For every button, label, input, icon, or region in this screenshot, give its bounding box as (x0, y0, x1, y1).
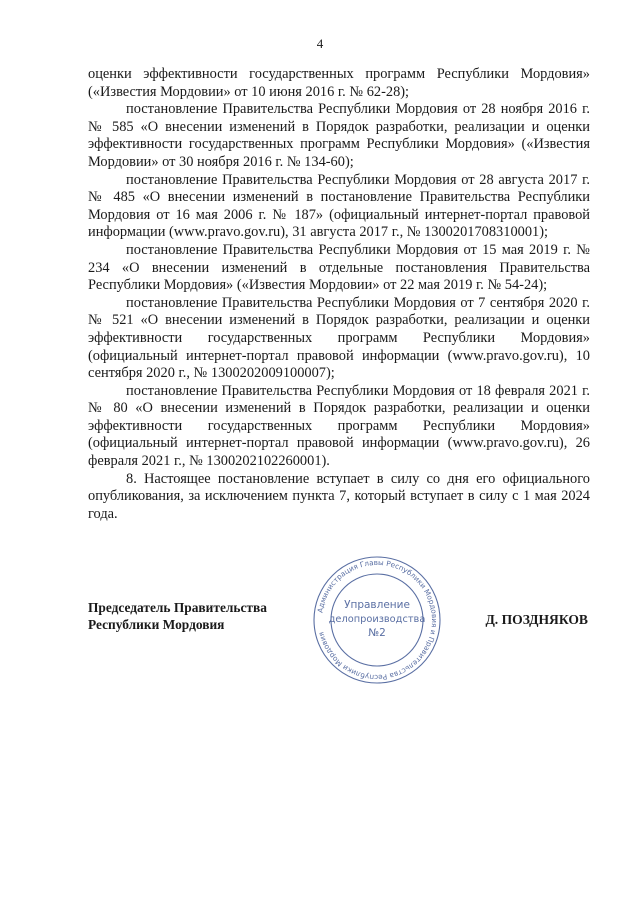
paragraph-resolution-80: постановление Правительства Республики Мордовия от 18 февраля 2021 г. № 80 «О внесении изменений в Порядок разработки, реализации и оценки эффективности государственных программ Республики Мордовия» (официальный интернет-портал правовой информации (www.pravo.gov.ru), 26 февраля 2021 г., № 1300202102260001). (88, 382, 590, 470)
official-stamp (312, 555, 442, 685)
paragraph-resolution-521: постановление Правительства Республики Мордовия от 7 сентября 2020 г. № 521 «О внесении изменений в Порядок разработки, реализации и оценки эффективности государственных программ Республики Мордовия» (официальный интернет-портал правовой информации (www.pravo.gov.ru), 10 сентября 2020 г., № 1300202009100007); (88, 294, 590, 382)
stamp-ring-text: Администрация Главы Республики Мордовия и Правительства Республики Мордовия (315, 557, 440, 683)
signatory-position-line2: Республики Мордовия (88, 617, 225, 632)
document-body (88, 66, 590, 523)
paragraph-resolution-585: постановление Правительства Республики Мордовия от 28 ноября 2016 г. № 585 «О внесении изменений в Порядок разработки, реализации и оценки эффективности государственных программ Республики Мордовия» («Известия Мордовии» от 30 ноября 2016 г. № 134-60); (88, 101, 590, 170)
signatory-name: Д. ПОЗДНЯКОВ (485, 612, 588, 627)
stamp-line1: Управление (344, 599, 410, 611)
paragraph-resolution-234: постановление Правительства Республики Мордовия от 15 мая 2019 г. № 234 «О внесении изменений в отдельные постановления Правительства Республики Мордовия» («Известия Мордовии» от 22 мая 2019 г. № 54-24); (88, 241, 590, 294)
signatory-position-line1: Председатель Правительства (88, 600, 267, 615)
paragraph-resolution-485: постановление Правительства Республики Мордовия от 28 августа 2017 г. № 485 «О внесении изменений в постановление Правительства Республики Мордовия от 16 мая 2006 г. № 187» (официальный интернет-портал правовой информации (www.pravo.gov.ru), 31 августа 2017 г., № 1300201708310001); (88, 171, 590, 241)
signatory-position (88, 599, 267, 633)
paragraph-clause-8: 8. Настоящее постановление вступает в силу со дня его официального опубликования, за исключением пункта 7, который вступает в силу с 1 мая 2024 года. (88, 470, 590, 522)
paragraph-continuation: оценки эффективности государственных программ Республики Мордовия» («Известия Мордовии» от 10 июня 2016 г. № 62-28); (88, 66, 590, 100)
stamp-line3: №2 (368, 627, 386, 639)
page-number: 4 (316, 36, 324, 51)
stamp-line2: делопроизводства (328, 614, 426, 625)
